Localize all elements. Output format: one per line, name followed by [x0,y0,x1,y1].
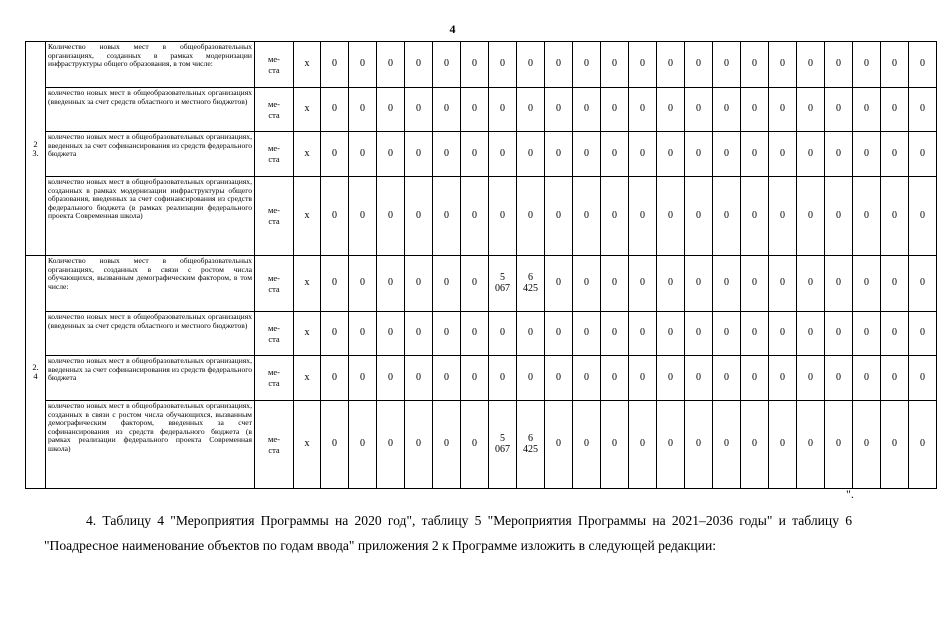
value-cell: 0 [461,356,489,401]
value-cell: 6 425 [517,256,545,312]
value-cell: 0 [349,401,377,489]
value-cell: 0 [713,88,741,132]
value-cell: 0 [349,356,377,401]
value-cell: 0 [741,132,769,177]
value-cell: 0 [881,401,909,489]
table-row [26,177,937,256]
unit-cell: ме- ста [255,356,294,401]
value-cell: 0 [405,42,433,88]
table-row [26,42,937,88]
value-cell: 0 [377,132,405,177]
value-cell: 0 [909,401,937,489]
amendment-paragraph: 4. Таблицу 4 "Мероприятия Программы на 2020 год", таблицу 5 "Мероприятия Программы на 2021–2036 годы" и таблицу 6 "Поадресное наименование объектов по годам ввода" приложения 2 к Программе изложить в следующей редакции: [44,513,852,553]
value-cell: 0 [545,356,573,401]
value-cell: 0 [601,401,629,489]
value-cell: 0 [461,42,489,88]
value-cell: 0 [349,256,377,312]
page-number: 4 [449,22,456,36]
value-cell: 0 [573,312,601,356]
value-cell: 0 [657,401,685,489]
value-cell: 0 [461,312,489,356]
value-cell: 0 [573,356,601,401]
indicator-description: количество новых мест в общеобразовательных организациях, введенных за счет софинансирования из средств федерального бюджета [46,132,255,177]
table-row [26,356,937,401]
value-cell: 0 [629,401,657,489]
value-cell: 0 [321,88,349,132]
indicator-description: Количество новых мест в общеобразовательных организациях, созданных в рамках модернизации инфраструктуры общего образования, в том числе: [46,42,255,88]
value-cell: 0 [713,42,741,88]
value-cell: 0 [657,177,685,256]
value-cell: 0 [713,401,741,489]
value-cell: 0 [741,177,769,256]
value-cell: 0 [825,42,853,88]
value-cell: 0 [797,356,825,401]
unit-cell: ме- ста [255,401,294,489]
value-cell: 0 [517,88,545,132]
item-number: 2. 4 [26,256,46,489]
value-cell: 0 [349,132,377,177]
value-cell: 0 [797,401,825,489]
value-cell: 0 [853,401,881,489]
value-cell: 0 [825,177,853,256]
value-cell: 6 425 [517,401,545,489]
value-cell: 0 [433,312,461,356]
value-cell: 0 [741,88,769,132]
value-cell: 0 [321,356,349,401]
value-cell: 0 [853,132,881,177]
value-cell: 0 [909,88,937,132]
value-cell: 0 [629,42,657,88]
value-cell: 0 [853,42,881,88]
value-cell: 0 [825,256,853,312]
value-cell: 0 [713,177,741,256]
value-cell: 0 [517,312,545,356]
value-cell: 0 [657,132,685,177]
value-cell: 0 [825,356,853,401]
value-cell: 0 [881,356,909,401]
value-cell: 0 [741,42,769,88]
value-cell: 0 [853,256,881,312]
value-cell: 0 [377,88,405,132]
value-cell: 0 [405,401,433,489]
value-cell: 0 [741,356,769,401]
value-cell: 0 [685,88,713,132]
value-cell: 0 [433,88,461,132]
table-row [26,88,937,132]
value-cell: 0 [657,256,685,312]
value-cell: 0 [629,356,657,401]
value-cell: 0 [573,88,601,132]
value-cell: 0 [321,42,349,88]
value-cell: 0 [405,356,433,401]
value-cell: 0 [405,88,433,132]
value-cell: 0 [321,312,349,356]
value-cell: 0 [741,256,769,312]
value-cell: 0 [769,356,797,401]
value-cell: 0 [321,132,349,177]
value-cell: 0 [489,312,517,356]
value-cell: 0 [853,312,881,356]
unit-cell: ме- ста [255,312,294,356]
value-cell: 5 067 [489,256,517,312]
value-cell: 0 [713,132,741,177]
indicator-description: Количество новых мест в общеобразовательных организациях, созданных в связи с ростом числа обучающихся, вызванным демографическим фактором, в том числе: [46,256,255,312]
value-cell: 0 [881,42,909,88]
value-cell: 0 [797,256,825,312]
value-cell: 0 [601,177,629,256]
value-cell: 0 [461,256,489,312]
table-row [26,256,937,312]
value-cell: 0 [349,42,377,88]
value-cell: 0 [433,132,461,177]
value-cell: 0 [433,256,461,312]
unit-cell: ме- ста [255,88,294,132]
value-cell: 0 [881,177,909,256]
value-cell: 5 067 [489,401,517,489]
value-cell: 0 [377,312,405,356]
closing-quote: ". [846,487,854,501]
value-cell: 0 [517,42,545,88]
value-cell: 0 [461,401,489,489]
base-value-cell: x [294,401,321,489]
value-cell: 0 [769,256,797,312]
value-cell: 0 [489,88,517,132]
value-cell: 0 [909,42,937,88]
value-cell: 0 [909,312,937,356]
base-value-cell: x [294,132,321,177]
value-cell: 0 [685,177,713,256]
unit-cell: ме- ста [255,42,294,88]
value-cell: 0 [825,312,853,356]
value-cell: 0 [321,401,349,489]
indicator-description: количество новых мест в общеобразовательных организациях, введенных за счет софинансирования из средств федерального бюджета [46,356,255,401]
value-cell: 0 [545,42,573,88]
indicator-description: количество новых мест в общеобразовательных организациях, созданных в связи с ростом числа обучающихся, вызванным демографическим фактором, введенных за счет софинансирования из средств федерального бюджета (в рамках реализации федерального проекта Современная школа) [46,401,255,489]
value-cell: 0 [601,256,629,312]
unit-cell: ме- ста [255,177,294,256]
value-cell: 0 [545,132,573,177]
value-cell: 0 [853,356,881,401]
value-cell: 0 [881,132,909,177]
value-cell: 0 [657,88,685,132]
value-cell: 0 [405,256,433,312]
value-cell: 0 [657,42,685,88]
value-cell: 0 [629,177,657,256]
value-cell: 0 [601,42,629,88]
value-cell: 0 [713,312,741,356]
value-cell: 0 [405,132,433,177]
value-cell: 0 [685,401,713,489]
unit-cell: ме- ста [255,132,294,177]
base-value-cell: x [294,256,321,312]
measures-table [25,41,937,489]
value-cell: 0 [545,312,573,356]
value-cell: 0 [321,256,349,312]
value-cell: 0 [545,88,573,132]
value-cell: 0 [461,132,489,177]
value-cell: 0 [629,88,657,132]
base-value-cell: x [294,312,321,356]
unit-cell: ме- ста [255,256,294,312]
value-cell: 0 [713,356,741,401]
value-cell: 0 [797,42,825,88]
value-cell: 0 [629,256,657,312]
value-cell: 0 [685,132,713,177]
table-row [26,312,937,356]
value-cell: 0 [825,88,853,132]
value-cell: 0 [853,88,881,132]
table-row [26,132,937,177]
value-cell: 0 [433,177,461,256]
value-cell: 0 [909,356,937,401]
value-cell: 0 [349,312,377,356]
base-value-cell: x [294,356,321,401]
value-cell: 0 [797,88,825,132]
value-cell: 0 [349,88,377,132]
value-cell: 0 [601,132,629,177]
value-cell: 0 [433,401,461,489]
item-number: 2 3. [26,42,46,256]
value-cell: 0 [881,256,909,312]
value-cell: 0 [545,256,573,312]
value-cell: 0 [657,356,685,401]
value-cell: 0 [377,177,405,256]
value-cell: 0 [769,312,797,356]
value-cell: 0 [405,177,433,256]
table-row [26,401,937,489]
value-cell: 0 [629,312,657,356]
value-cell: 0 [741,312,769,356]
value-cell: 0 [433,42,461,88]
value-cell: 0 [769,88,797,132]
value-cell: 0 [489,42,517,88]
value-cell: 0 [489,177,517,256]
value-cell: 0 [909,177,937,256]
value-cell: 0 [377,401,405,489]
value-cell: 0 [685,356,713,401]
value-cell: 0 [461,88,489,132]
value-cell: 0 [909,132,937,177]
value-cell: 0 [741,401,769,489]
indicator-description: количество новых мест в общеобразовательных организациях (введенных за счет средств областного и местного бюджетов) [46,312,255,356]
value-cell: 0 [797,312,825,356]
value-cell: 0 [517,356,545,401]
base-value-cell: x [294,42,321,88]
value-cell: 0 [713,256,741,312]
value-cell: 0 [573,256,601,312]
value-cell: 0 [489,356,517,401]
value-cell: 0 [629,132,657,177]
value-cell: 0 [377,42,405,88]
value-cell: 0 [881,88,909,132]
value-cell: 0 [769,42,797,88]
value-cell: 0 [853,177,881,256]
value-cell: 0 [685,312,713,356]
value-cell: 0 [489,132,517,177]
value-cell: 0 [601,312,629,356]
value-cell: 0 [517,132,545,177]
base-value-cell: x [294,88,321,132]
value-cell: 0 [909,256,937,312]
value-cell: 0 [573,42,601,88]
value-cell: 0 [545,401,573,489]
value-cell: 0 [517,177,545,256]
indicator-description: количество новых мест в общеобразовательных организациях, созданных в рамках модернизации инфраструктуры общего образования, введенных за счет софинансирования из средств федерального бюджета (в рамках реализации федерального проекта Современная школа) [46,177,255,256]
value-cell: 0 [573,177,601,256]
value-cell: 0 [685,256,713,312]
value-cell: 0 [769,177,797,256]
value-cell: 0 [461,177,489,256]
value-cell: 0 [601,356,629,401]
base-value-cell: x [294,177,321,256]
value-cell: 0 [797,177,825,256]
value-cell: 0 [433,356,461,401]
value-cell: 0 [601,88,629,132]
value-cell: 0 [769,401,797,489]
value-cell: 0 [825,132,853,177]
value-cell: 0 [881,312,909,356]
value-cell: 0 [657,312,685,356]
value-cell: 0 [377,256,405,312]
value-cell: 0 [769,132,797,177]
value-cell: 0 [405,312,433,356]
value-cell: 0 [377,356,405,401]
indicator-description: количество новых мест в общеобразовательных организациях (введенных за счет средств областного и местного бюджетов) [46,88,255,132]
value-cell: 0 [825,401,853,489]
value-cell: 0 [321,177,349,256]
value-cell: 0 [573,401,601,489]
value-cell: 0 [685,42,713,88]
value-cell: 0 [573,132,601,177]
value-cell: 0 [797,132,825,177]
value-cell: 0 [349,177,377,256]
value-cell: 0 [545,177,573,256]
